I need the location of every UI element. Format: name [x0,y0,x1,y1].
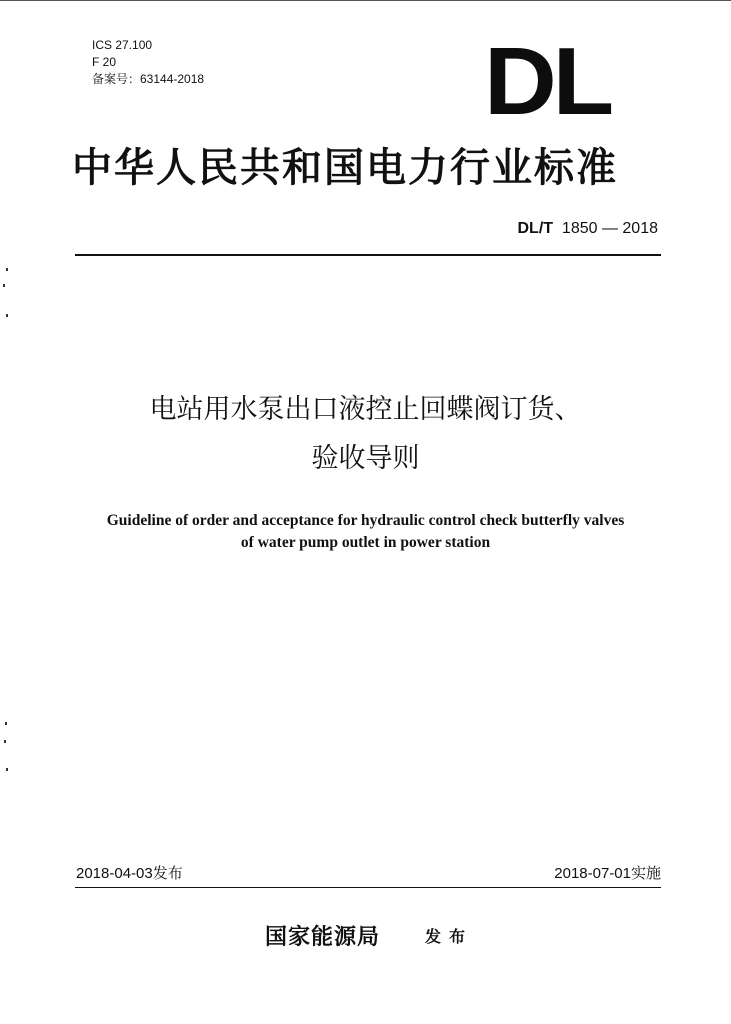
standard-category-title: 中华人民共和国电力行业标准 [72,144,618,191]
header-divider [75,254,661,256]
scan-speck [6,314,8,317]
english-title-line-1: Guideline of order and acceptance for hydraulic control check butterfly valves [106,512,625,529]
issue-date: 2018-04-03发布 [76,865,183,882]
issuer-name: 国家能源局 [265,924,381,950]
standard-number-prefix: DL/T [517,220,554,237]
footer-divider [75,887,661,888]
scan-speck [6,768,8,771]
issuer-action: 发布 [425,927,474,946]
dl-logo: DL [484,28,610,135]
english-title-line-2: of water pump outlet in power station [240,534,491,551]
standard-number [478,220,658,238]
chinese-title-line-2: 验收导则 [311,443,420,474]
scan-speck [6,268,8,271]
classification-code: F 20 [92,55,117,69]
scan-speck [5,722,7,725]
scan-speck [3,284,5,287]
top-border-line [0,0,731,1]
ics-code: ICS 27.100 [92,38,153,52]
scan-speck [4,740,6,743]
record-number: 备案号：63144-2018 [92,72,205,86]
standard-number-value: 1850 — 2018 [561,220,658,237]
implementation-date: 2018-07-01实施 [554,865,661,882]
chinese-title-line-1: 电站用水泵出口液控止回蝶阀订货、 [149,394,582,425]
